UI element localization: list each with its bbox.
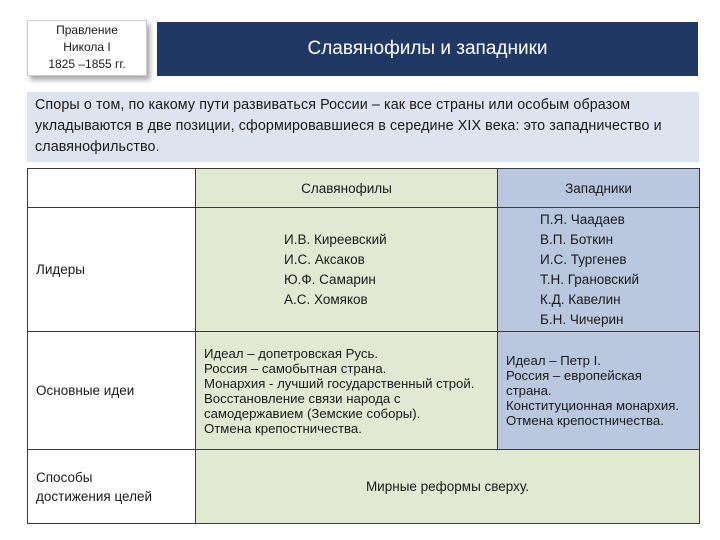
list-item: Б.Н. Чичерин (540, 311, 624, 327)
table-row-ideas (28, 332, 700, 450)
intro-text: Споры о том, по какому пути развиваться России – как все страны или особым образом укладываются в две позиции, сформировавшиеся в середине XIX века: это западничество и славянофильство. (27, 92, 699, 162)
list-item: И.С. Тургенев (540, 251, 627, 267)
list-item: Конституционная монархия. (506, 398, 680, 413)
row-label-means-line1: Способы (36, 469, 93, 485)
list-item: Идеал – допетровская Русь. (204, 345, 378, 361)
list-item: Россия – европейская страна. (506, 368, 642, 398)
slavophile-leaders (196, 208, 498, 332)
row-label-means (28, 450, 196, 524)
slide-title: Славянофилы и западники (307, 38, 548, 59)
comparison-table (27, 168, 700, 524)
westerner-ideas (498, 332, 700, 450)
row-label-means-line2: достижения целей (36, 488, 153, 504)
westerner-leaders (498, 208, 700, 332)
list-item: А.С. Хомяков (284, 291, 368, 307)
table-row-leaders (28, 208, 700, 332)
list-item: Монархия - лучший государственный строй. (204, 375, 475, 391)
list-item: Россия – самобытная страна. (204, 360, 387, 376)
list-item: П.Я. Чаадаев (540, 211, 625, 227)
row-label-ideas: Основные идеи (28, 332, 196, 450)
row-label-leaders: Лидеры (28, 208, 196, 332)
list-item: К.Д. Кавелин (540, 291, 621, 307)
list-item: Восстановление связи народа с самодержавием (Земские соборы). (204, 390, 421, 421)
slavophile-ideas (196, 332, 498, 450)
table-header-row (28, 169, 700, 208)
means-value: Мирные реформы сверху. (196, 450, 700, 524)
list-item: Ю.Ф. Самарин (284, 271, 376, 287)
reign-badge-years: 1825 –1855 гг. (48, 57, 126, 71)
table-row-means (28, 450, 700, 524)
slide-title-bar (157, 22, 698, 76)
header-slavophiles: Славянофилы (196, 169, 498, 208)
reign-badge-line2: Никола I (63, 40, 111, 54)
reign-badge (27, 20, 147, 76)
list-item: И.С. Аксаков (284, 251, 365, 267)
list-item: И.В. Киреевский (284, 231, 387, 247)
list-item: Т.Н. Грановский (540, 271, 640, 287)
list-item: Отмена крепостничества. (204, 420, 362, 436)
reign-badge-line1: Правление (56, 23, 118, 37)
list-item: Отмена крепостничества. (506, 413, 664, 428)
list-item: Идеал – Петр I. (506, 353, 601, 368)
list-item: В.П. Боткин (540, 231, 614, 247)
header-westerners: Западники (498, 169, 700, 208)
header-empty-cell (28, 169, 196, 208)
